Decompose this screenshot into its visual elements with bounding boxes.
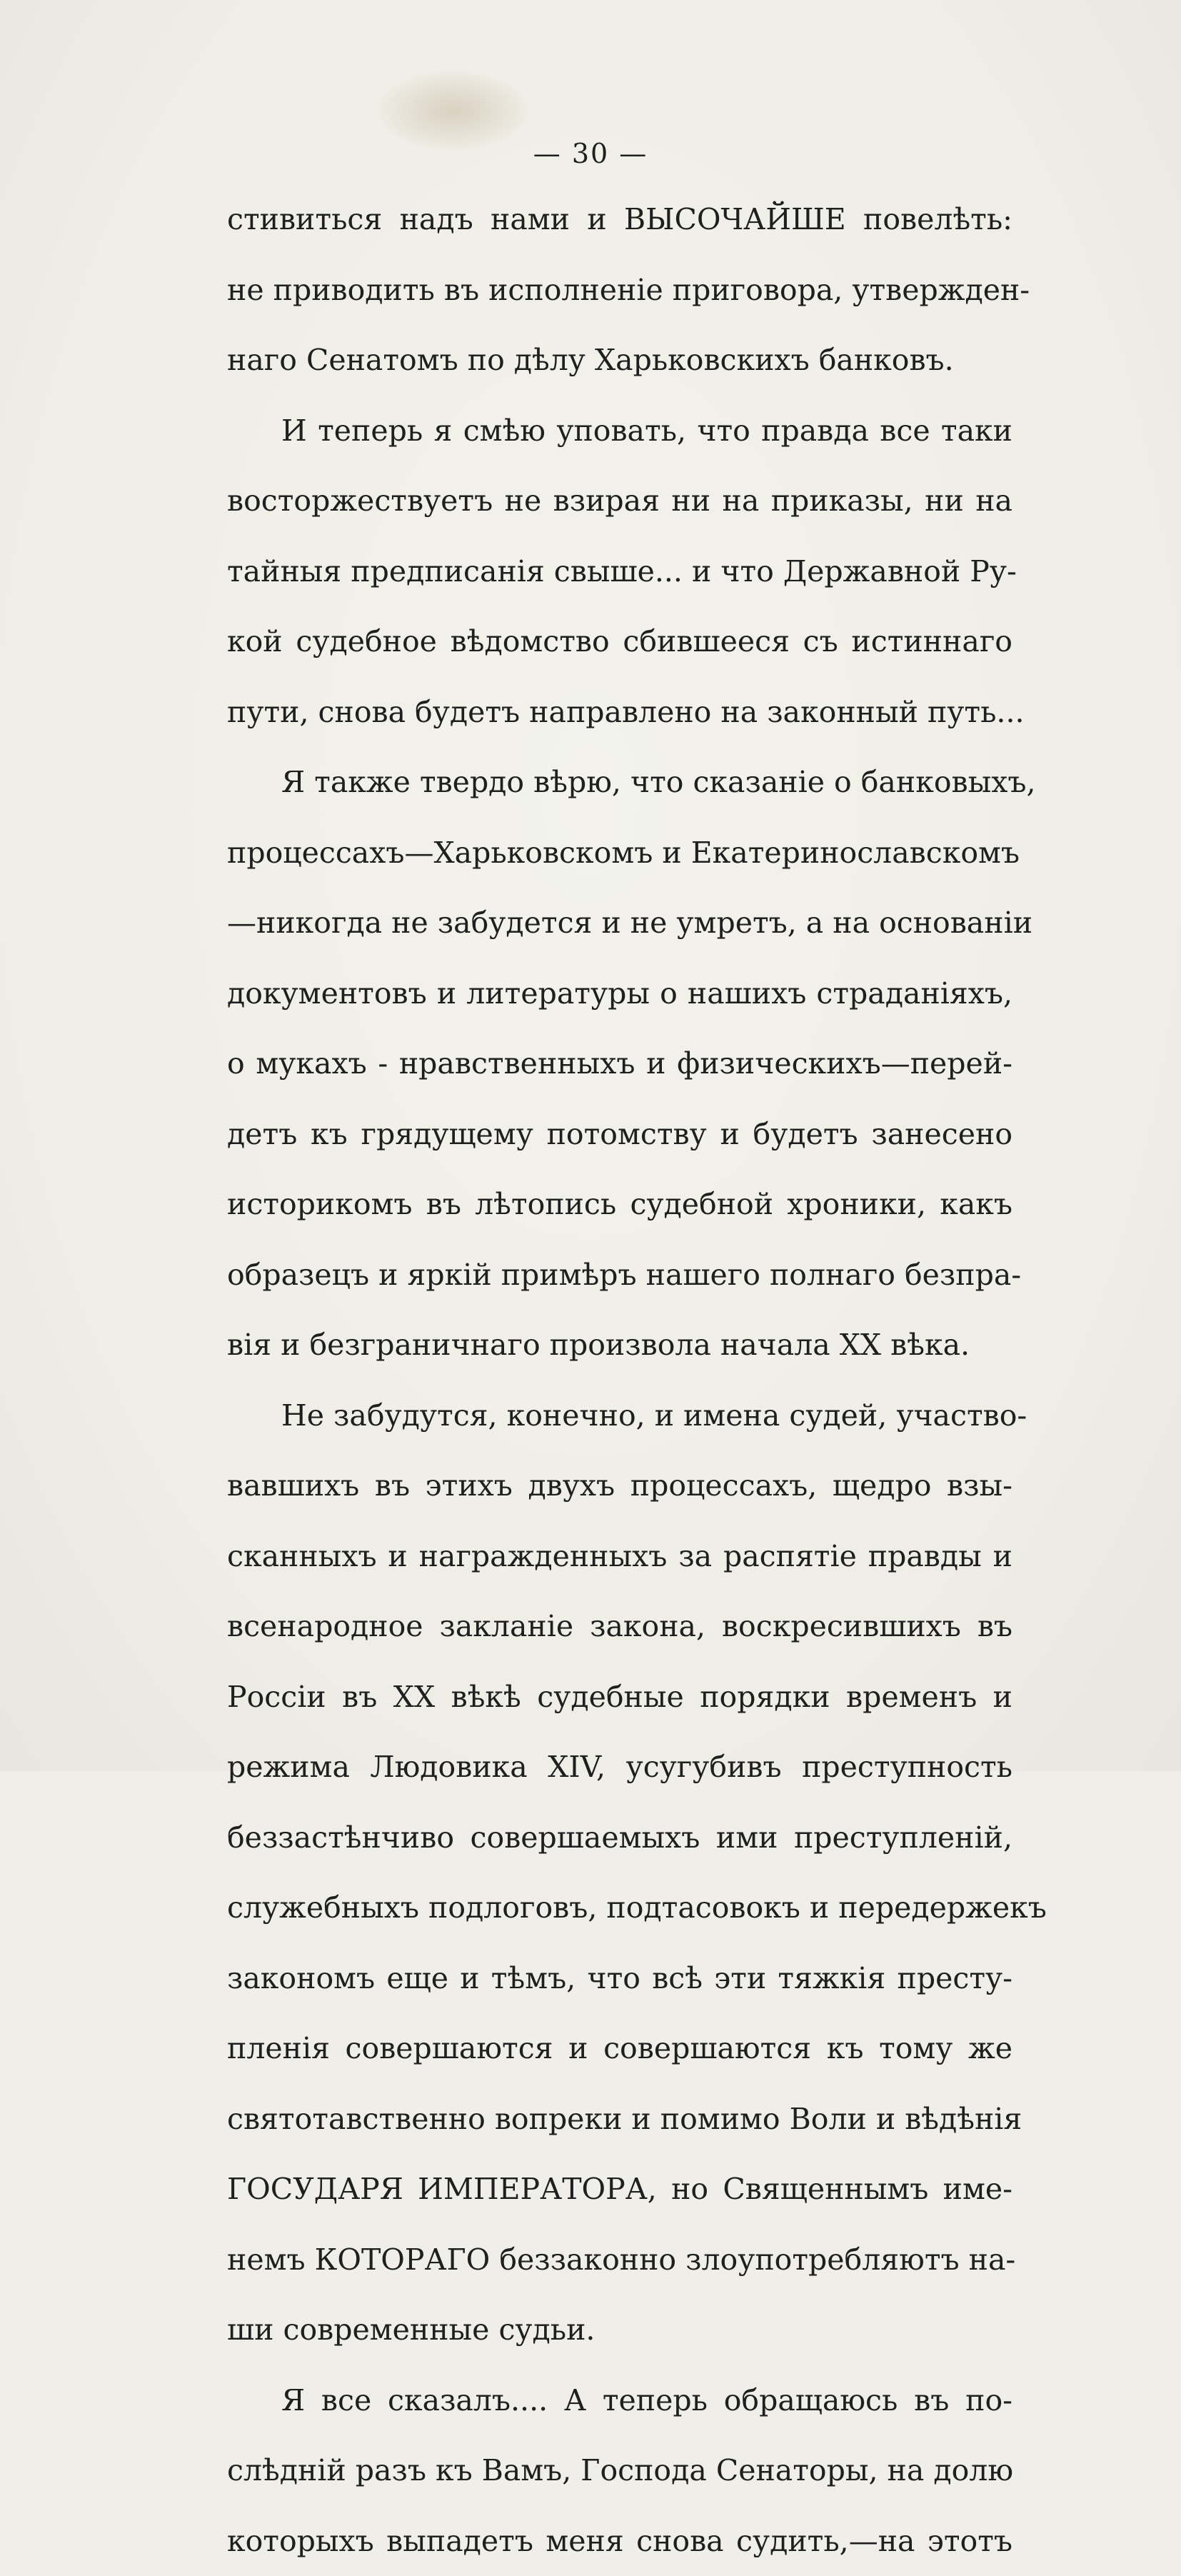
page-number: — 30 — [0,138,1181,169]
text-line: стивиться надъ нами и ВЫСОЧАЙШЕ повелѣть: [227,184,1012,255]
text-line: которыхъ выпадетъ меня снова судить,—на этотъ [227,2506,1012,2576]
text-line: закономъ еще и тѣмъ, что всѣ эти тяжкія престу- [227,1943,1012,2014]
text-line: —никогда не забудется и не умретъ, а на основаніи [227,888,1012,958]
text-line: святотавственно вопреки и помимо Воли и вѣдѣнія [227,2084,1012,2155]
text-line: беззастѣнчиво совершаемыхъ ими преступленій, [227,1803,1012,1873]
text-line: всенародное закланіе закона, воскресившихъ въ [227,1591,1012,1662]
text-line: наго Сенатомъ по дѣлу Харьковскихъ банковъ. [227,325,1012,396]
text-line: Я все сказалъ.... А теперь обращаюсь въ по- [227,2365,1012,2436]
text-line: режима Людовика XIV, усугубивъ преступность [227,1732,1012,1803]
text-line: служебныхъ подлоговъ, подтасовокъ и передержекъ [227,1873,1012,1943]
text-line: образецъ и яркій примѣръ нашего полнаго безпра- [227,1240,1012,1310]
text-line: документовъ и литературы о нашихъ страданіяхъ, [227,958,1012,1029]
text-line: слѣдній разъ къ Вамъ, Господа Сенаторы, на долю [227,2435,1012,2506]
text-line: историкомъ въ лѣтопись судебной хроники, какъ [227,1169,1012,1240]
text-line: Не забудутся, конечно, и имена судей, участво- [227,1380,1012,1451]
text-line: ши современные судьи. [227,2295,1012,2365]
text-line: Я также твердо вѣрю, что сказаніе о банковыхъ, [227,747,1012,818]
text-line: пленія совершаются и совершаются къ тому же [227,2013,1012,2084]
text-line: кой судебное вѣдомство сбившееся съ истиннаго [227,606,1012,677]
text-line: немъ КОТОРАГО беззаконно злоупотребляютъ на- [227,2225,1012,2295]
text-line: вія и безграничнаго произвола начала XX вѣка. [227,1310,1012,1380]
text-line: пути, снова будетъ направлено на законный путь... [227,677,1012,748]
body-text [227,184,1012,2576]
text-line: о мукахъ - нравственныхъ и физическихъ—перей- [227,1028,1012,1099]
text-line: детъ къ грядущему потомству и будетъ занесено [227,1099,1012,1170]
text-line: процессахъ—Харьковскомъ и Екатеринославскомъ [227,818,1012,888]
text-line: восторжествуетъ не взирая ни на приказы, ни на [227,466,1012,536]
text-line: И теперь я смѣю уповать, что правда все таки [227,396,1012,466]
text-line: не приводить въ исполненіе приговора, утвержден- [227,255,1012,326]
text-line: вавшихъ въ этихъ двухъ процессахъ, щедро взы- [227,1450,1012,1521]
text-line: ГОСУДАРЯ ИМПЕРАТОРА, но Священнымъ име- [227,2154,1012,2225]
text-line: тайныя предписанія свыше... и что Державной Ру- [227,536,1012,607]
text-line: Россіи въ XX вѣкѣ судебные порядки временъ и [227,1662,1012,1733]
text-line: сканныхъ и награжденныхъ за распятіе правды и [227,1521,1012,1592]
